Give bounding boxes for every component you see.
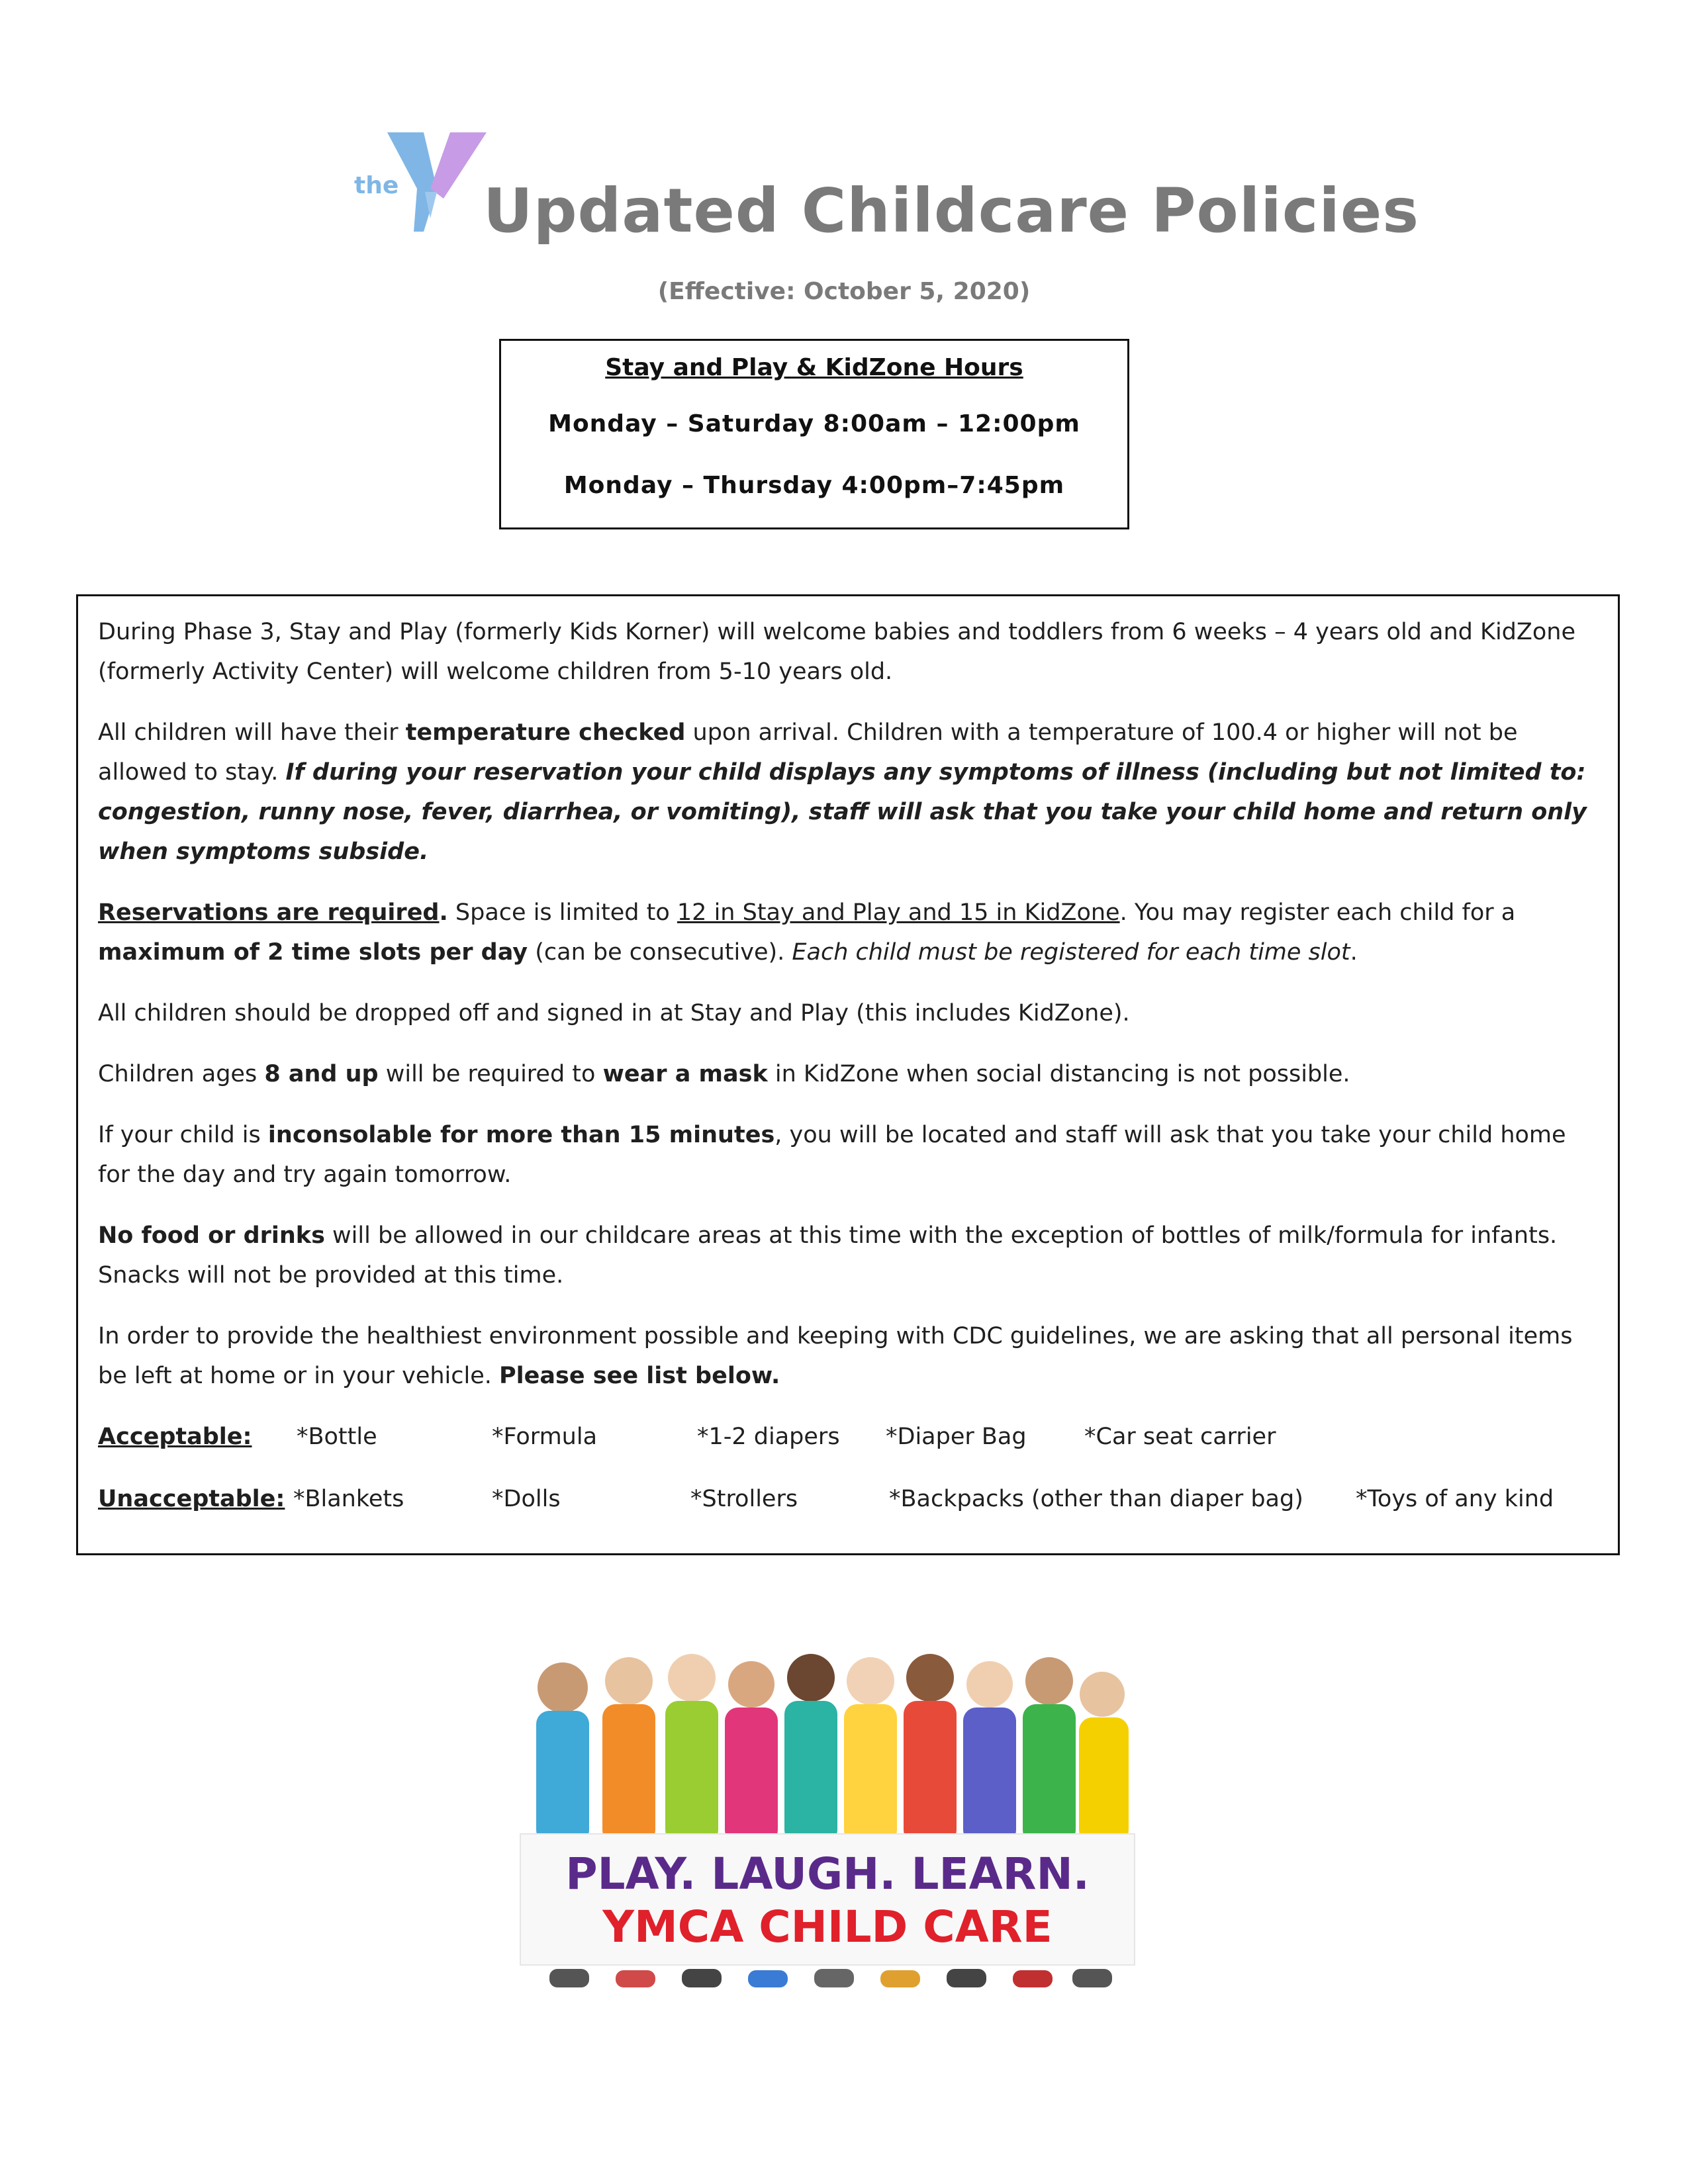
policy-text: Children ages [98, 1061, 265, 1087]
policy-age-groups: During Phase 3, Stay and Play (formerly Kids Korner) will welcome babies and toddlers from 6 weeks – 4 years old and KidZone (formerly Activity Center) will welcome children from 5-10 years old. [98, 619, 1575, 685]
list-item: *Diaper Bag [886, 1424, 1027, 1450]
policy-emphasis: Please see list below. [499, 1363, 780, 1389]
policy-emphasis: Reservations are required [98, 899, 440, 926]
acceptable-label: Acceptable: [98, 1424, 252, 1450]
policy-reservations [98, 893, 1598, 972]
list-item: *1-2 diapers [697, 1424, 840, 1450]
hours-line-weekday-evening: Monday – Thursday 4:00pm–7:45pm [563, 472, 1065, 499]
policy-emphasis: inconsolable for more than 15 minutes [267, 1122, 775, 1148]
policy-italic-note: Each child must be registered for each time slot [792, 939, 1350, 966]
policy-masks [98, 1054, 1598, 1094]
policy-text: Space is limited to [447, 899, 677, 926]
policy-text: In order to provide the healthiest environment possible and keeping with CDC guidelines, we are asking that all personal items be left at home or in your vehicle. [98, 1323, 1573, 1389]
children-illustration [516, 1648, 1139, 1846]
child-figure [536, 1654, 1129, 1843]
policy-emphasis: wear a mask [602, 1061, 768, 1087]
list-item: *Blankets [293, 1486, 404, 1512]
policy-emphasis: maximum of 2 time slots per day [98, 939, 528, 966]
policy-capacity: 12 in Stay and Play and 15 in KidZone [677, 899, 1120, 926]
hours-line-weekday-morning: Monday – Saturday 8:00am – 12:00pm [548, 410, 1080, 437]
policy-text: If your child is [98, 1122, 268, 1148]
list-item: *Dolls [492, 1486, 561, 1512]
list-item: *Strollers [690, 1486, 798, 1512]
policy-inconsolable [98, 1115, 1598, 1195]
policy-emphasis: 8 and up [264, 1061, 379, 1087]
policy-text: will be required to [378, 1061, 603, 1087]
policy-text: will be allowed in our childcare areas at this time with the exception of bottles of milk/formula for infants. Snacks will not be provided at this time. [98, 1222, 1558, 1289]
policy-illness-note: If during your reservation your child displays any symptoms of illness (including but not limited to: congestion, runny nose, fever, diarrhea, or vomiting), staff will ask that you take your child home and return only when symptoms subside. [98, 759, 1587, 865]
policy-emphasis: No food or drinks [98, 1222, 325, 1249]
policy-text: . [1350, 939, 1358, 966]
document-header [351, 126, 1420, 258]
policy-text: . [439, 899, 448, 926]
list-item: *Formula [492, 1424, 598, 1450]
policy-text: (can be consecutive). [528, 939, 792, 966]
policy-text: in KidZone when social distancing is not possible. [767, 1061, 1350, 1087]
banner-program-name: YMCA CHILD CARE [602, 1901, 1053, 1952]
unacceptable-items-row [98, 1479, 1598, 1519]
hours-box [499, 339, 1129, 529]
policy-text: All children will have their [98, 719, 406, 746]
page-title: Updated Childcare Policies [483, 175, 1420, 246]
policy-temperature [98, 713, 1598, 872]
acceptable-items-row [98, 1417, 1598, 1457]
policy-food [98, 1216, 1598, 1295]
feet-illustration [536, 1962, 1119, 1995]
policy-dropoff: All children should be dropped off and signed in at Stay and Play (this includes KidZone). [98, 1000, 1130, 1026]
list-item: *Car seat carrier [1084, 1424, 1276, 1450]
ymca-logo [351, 126, 490, 245]
effective-date: (Effective: October 5, 2020) [657, 278, 1031, 305]
policy-emphasis: temperature checked [405, 719, 686, 746]
list-item: *Toys of any kind [1356, 1486, 1554, 1512]
hours-title: Stay and Play & KidZone Hours [605, 354, 1023, 381]
policy-box [76, 594, 1620, 1555]
policy-text: , you will be located and staff will ask that you take your child home for the day and try again tomorrow. [98, 1122, 1566, 1188]
unacceptable-label: Unacceptable: [98, 1486, 285, 1512]
children-feet [536, 1962, 1119, 1995]
policy-text: upon arrival. Children with a temperature of 100.4 or higher will not be allowed to stay. [98, 719, 1518, 786]
logo-the-text: the [354, 172, 399, 199]
policy-text: . You may register each child for a [1119, 899, 1516, 926]
child-care-banner [520, 1833, 1135, 1966]
list-item: *Backpacks (other than diaper bag) [889, 1486, 1303, 1512]
policy-personal-items [98, 1316, 1598, 1396]
list-item: *Bottle [297, 1424, 377, 1450]
banner-slogan: PLAY. LAUGH. LEARN. [565, 1848, 1090, 1899]
